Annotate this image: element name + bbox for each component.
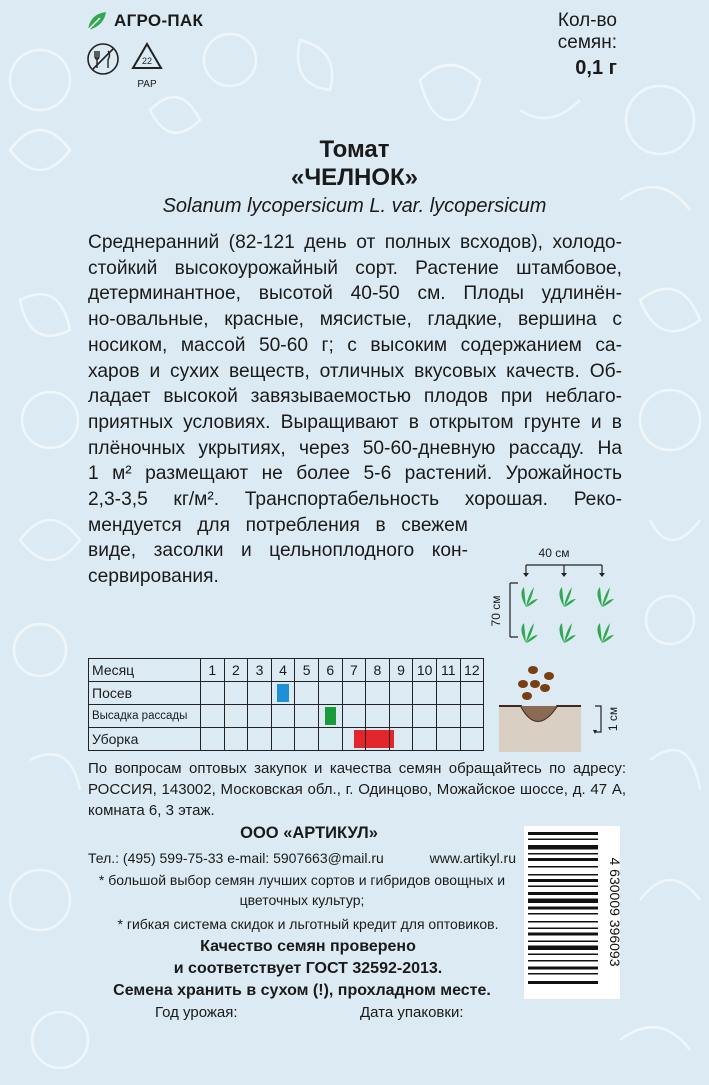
calendar-mark: [390, 730, 395, 748]
barcode-bar: [528, 981, 598, 984]
month-cell: 7: [342, 659, 366, 682]
row-label-sowing: Посев: [89, 682, 201, 705]
description: [88, 230, 622, 590]
brand-logo: [86, 10, 203, 32]
quality-line-1: Качество семян проверено: [200, 938, 416, 955]
note-discounts: * гибкая система скидок и льготный кредит для оптовиков.: [117, 916, 499, 932]
barcode-bar: [528, 928, 598, 930]
calendar-mark: [277, 684, 288, 702]
description-line: носиком, массой 50-60 г; с высоким содержанием са-: [88, 334, 622, 356]
storage-note: Семена хранить в сухом (!), прохладном месте.: [113, 982, 491, 999]
barcode-bar: [528, 954, 598, 956]
calendar-row-transplant: [89, 705, 484, 728]
package-symbols: [86, 42, 164, 90]
barcode-bar: [528, 967, 598, 970]
barcode-bar: [528, 946, 598, 951]
month-cell: 9: [389, 659, 413, 682]
depth-label: 1 см: [606, 706, 620, 732]
seedlings: [521, 587, 614, 643]
description-line: плёночных укрытиях, через 50-60-дневную рассаду. На: [88, 437, 622, 459]
barcode-bar: [528, 886, 598, 888]
description-line: 1 м² размещают не более 5-6 растений. Урожайность: [88, 463, 622, 485]
description-line: детерминантное, высотой 40-50 см. Плоды удлинён-: [88, 283, 622, 305]
month-cell: 10: [413, 659, 437, 682]
quantity-value: 0,1 г: [575, 57, 617, 79]
quantity-label-1: Кол-во: [557, 10, 617, 31]
calendar-header-label: Месяц: [89, 659, 201, 682]
barcode-bar: [528, 832, 598, 835]
month-cell: 3: [248, 659, 272, 682]
barcode-bar: [528, 845, 598, 850]
not-for-food-icon: [86, 42, 120, 76]
barcode-bar: [528, 913, 598, 915]
description-line: ладает высокой завязываемостью плодов при неблаго-: [88, 386, 622, 408]
sowing-calendar: [88, 658, 484, 751]
recycle-symbol: [130, 42, 164, 90]
barcode-bar: [528, 879, 598, 882]
brand-name: АГРО-ПАК: [114, 11, 204, 30]
recycle-icon: [130, 42, 164, 72]
quantity-label-2: семян:: [557, 32, 617, 53]
contact-address: По вопросам оптовых закупок и качества семян обращайтесь по адресу: РОССИЯ, 143002, Московская обл., г. Одинцово, Можайское шоссе, д. 47 А, комната 6, 3 этаж.: [88, 760, 626, 819]
product-title: [0, 136, 709, 192]
calendar-mark: [325, 707, 336, 725]
calendar-mark: [366, 730, 389, 748]
month-cell: 8: [366, 659, 390, 682]
description-line: виде, засолки и цельноплодного кон-: [88, 540, 468, 562]
barcode-bar: [528, 858, 598, 861]
month-cell: 11: [436, 659, 460, 682]
title-line-1: Томат: [319, 136, 390, 163]
scheme-width-label: 40 см: [538, 546, 570, 560]
barcode-bar: [528, 892, 598, 895]
description-line: приятных условиях. Выращивают в открытом грунте и в: [88, 411, 622, 433]
website-link[interactable]: www.artikyl.ru: [429, 850, 516, 866]
barcode-bar: [528, 839, 598, 841]
description-line: мендуется для потребления в свежем: [88, 514, 468, 536]
calendar-row-harvest: [89, 728, 484, 751]
barcode-bar: [528, 973, 598, 975]
description-line: сервирования.: [88, 566, 219, 588]
month-cell: 5: [295, 659, 319, 682]
planting-scheme: [470, 545, 630, 655]
pap-number: 22: [141, 56, 153, 66]
phone-email: Тел.: (495) 599-75-33 e-mail: 5907663@mail.ru: [88, 850, 384, 866]
company-name: ООО «АРТИКУЛ»: [240, 824, 378, 842]
barcode-digits: 4 630009 396093: [607, 857, 623, 967]
month-cell: 6: [318, 659, 342, 682]
pack-date-label: Дата упаковки:: [360, 1004, 464, 1021]
barcode-bar: [528, 874, 598, 876]
scheme-height-label: 70 см: [489, 595, 503, 627]
description-line: но-овальные, красные, мясистые, гладкие, вершина с: [88, 309, 622, 331]
latin-name: Solanum lycopersicum L. var. lycopersicum: [162, 195, 547, 217]
description-line: 2,3-3,5 кг/м². Транспортабельность хорошая. Реко-: [88, 489, 622, 511]
barcode-bar: [528, 933, 598, 936]
barcode-bar: [528, 866, 598, 868]
calendar-mark: [354, 730, 365, 748]
title-line-2: «ЧЕЛНОК»: [290, 164, 419, 191]
barcode-bar: [528, 853, 598, 855]
harvest-year-label: Год урожая:: [155, 1004, 238, 1021]
month-cell: 4: [271, 659, 295, 682]
leaf-logo-icon: [86, 10, 108, 32]
description-line: стойкий высокоурожайный сорт. Растение штамбовое,: [88, 257, 622, 279]
note-assortment: * большой выбор семян лучших сортов и гибридов овощных и цветочных культур;: [98, 872, 506, 908]
month-cell: 1: [201, 659, 225, 682]
seed-quantity: [558, 10, 617, 79]
row-label-harvest: Уборка: [89, 728, 201, 751]
month-cell: 2: [224, 659, 248, 682]
barcode-bar: [528, 941, 598, 943]
pap-label: PAP: [137, 79, 157, 90]
description-line: Среднеранний (82-121 день от полных всходов), холодо-: [88, 232, 622, 253]
quality-line-2: и соответствует ГОСТ 32592-2013.: [173, 960, 443, 977]
barcode-bar: [528, 960, 598, 962]
row-label-transplant: Высадка рассады: [89, 705, 201, 728]
sowing-depth-diagram: [497, 664, 627, 754]
calendar-header-row: [89, 659, 484, 682]
barcode: [524, 826, 623, 999]
barcode-bar: [528, 921, 598, 923]
description-line: харов и сухих веществ, отличных вкусовых качеств. Об-: [88, 360, 622, 382]
barcode-bar: [528, 899, 598, 904]
barcode-bar: [528, 907, 598, 910]
seed-icons: [518, 666, 554, 700]
calendar-row-sowing: [89, 682, 484, 705]
month-cell: 12: [460, 659, 484, 682]
contact-phone-line: [88, 850, 516, 866]
